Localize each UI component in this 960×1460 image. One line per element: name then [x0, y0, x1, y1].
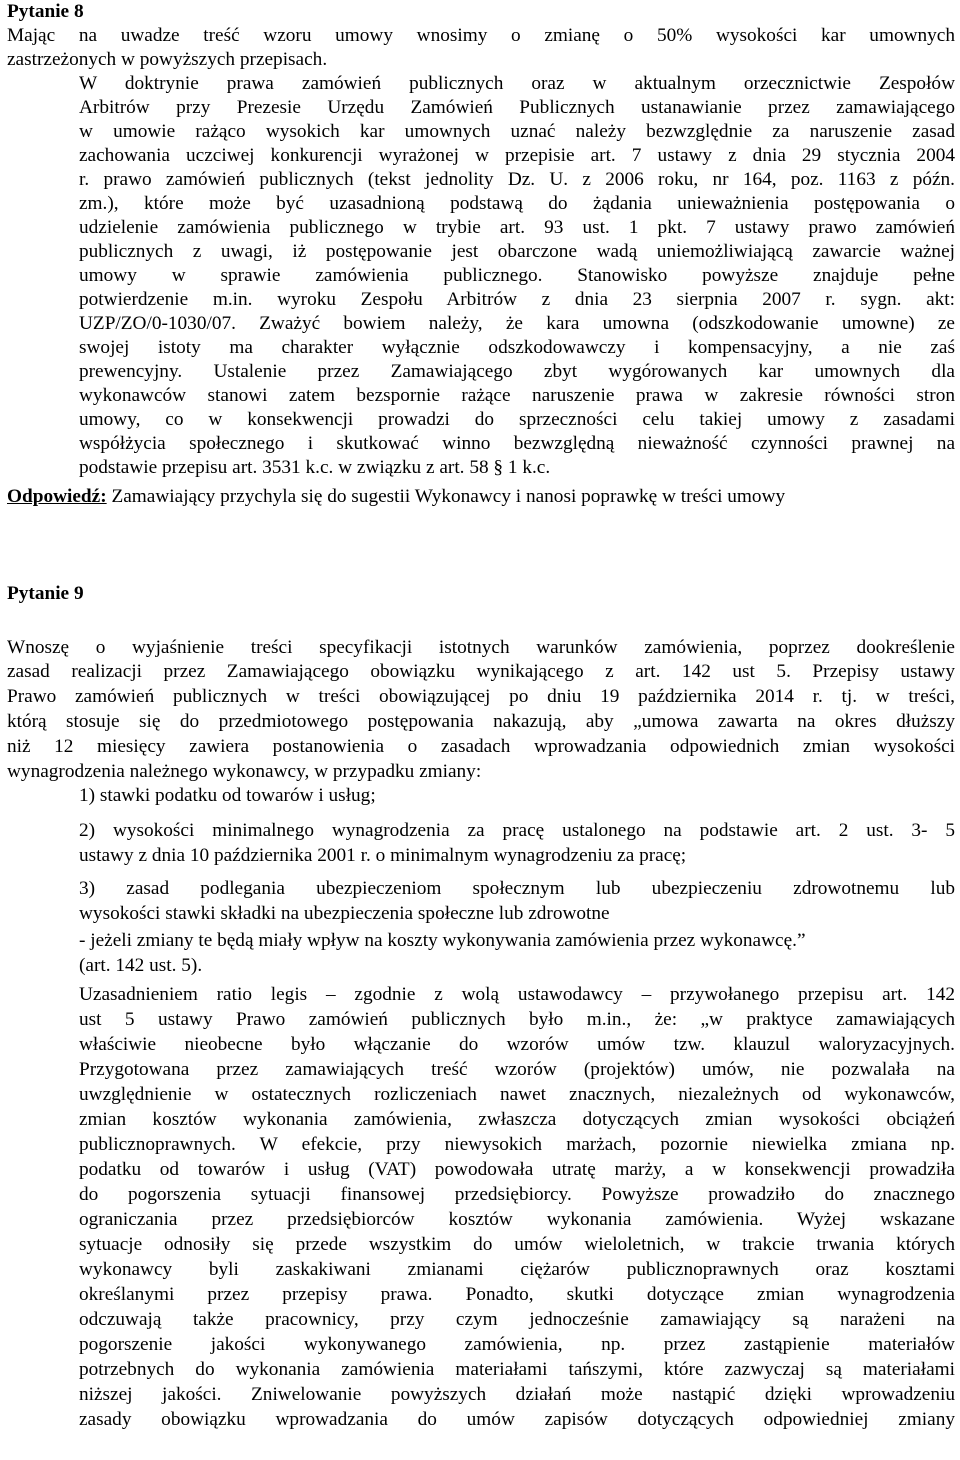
q9-body-line: niższej jakości. Zniwelowanie powyższych działań może nastąpić dzięki wprowadzeniu	[79, 1384, 955, 1405]
q8-justification-line: Arbitrów przy Prezesie Urzędu Zamówień Publicznych ustanawianie przez zamawiającego	[79, 97, 955, 118]
q8-justification-line: podstawie przepisu art. 3531 k.c. w związku z art. 58 § 1 k.c.	[79, 457, 551, 478]
q9-list-item: 3) zasad podlegania ubezpieczeniom społecznym lub ubezpieczeniu zdrowotnemu lub	[79, 878, 955, 899]
q8-justification-line: umowy w sprawie zamówienia publicznego. Stanowisko powyższe znajduje pełne	[79, 265, 955, 286]
q9-list-item: 1) stawki podatku od towarów i usług;	[79, 785, 376, 806]
q8-justification-line: zm.), które może być uzasadnioną podstawą do żądania unieważnienia postępowania o	[79, 193, 955, 214]
question-8-text-line: Mając na uwadze treść wzoru umowy wnosimy o zmianę o 50% wysokości kar umownych	[7, 25, 955, 46]
q9-body-line: zasady obowiązku wprowadzania do umów zapisów dotyczących odpowiedniej zmiany	[79, 1409, 955, 1430]
q9-body-line: odczuwają także pracownicy, przy czym jednocześnie zamawiający są narażeni na	[79, 1309, 955, 1330]
q9-body-line: zmian kosztów wykonania zamówienia, zwłaszcza dotyczących zmian wysokości obciążeń	[79, 1109, 955, 1130]
q8-justification-line: wykonawców stanowi zatem bezspornie rażące naruszenie prawa w zakresie równości stron	[79, 385, 955, 406]
q9-intro-line: zasad realizacji przez Zamawiającego obowiązku wynikającego z art. 142 ust 5. Przepisy ustawy	[7, 661, 955, 682]
q8-justification-line: udzielenie zamówienia publicznego w trybie art. 93 ust. 1 pkt. 7 ustawy prawo zamówień	[79, 217, 955, 238]
q9-body-line: wykonawcy byli zaskakiwani zmianami ciężarów publicznoprawnych oraz kosztami	[79, 1259, 955, 1280]
q9-body-line: właściwie nieobecne było włączanie do wzorów umów tzw. klauzul waloryzacyjnych.	[79, 1034, 955, 1055]
q8-justification-line: UZP/ZO/0-1030/07. Zważyć bowiem należy, że kara umowna (odszkodowanie umowne) ze	[79, 313, 955, 334]
q9-list-item: - jeżeli zmiany te będą miały wpływ na koszty wykonywania zamówienia przez wykonawcę.”	[79, 930, 806, 951]
answer-label: Odpowiedź:	[7, 486, 107, 507]
q9-body-line: ust 5 ustawy Prawo zamówień publicznych było m.in., że: „w praktyce zamawiających	[79, 1009, 955, 1030]
q8-justification-line: publicznych z uwagi, iż postępowanie jest obarczone wadą uniemożliwiającą zawarcie ważnej	[79, 241, 955, 262]
q9-intro-line: Wnoszę o wyjaśnienie treści specyfikacji istotnych warunków zamówienia, poprzez dookreślenie	[7, 637, 955, 658]
q9-body-line: Przygotowana przez zamawiających treść wzorów (projektów) umów, nie pozwalała na	[79, 1059, 955, 1080]
q8-justification-line: r. prawo zamówień publicznych (tekst jednolity Dz. U. z 2006 roku, nr 164, poz. 1163 z późn.	[79, 169, 955, 190]
q9-body-line: pogorszenie jakości wykonywanego zamówienia, np. przez zastąpienie materiałów	[79, 1334, 955, 1355]
q9-body-line: potrzebnych do wykonania zamówienia materiałami tańszymi, które zazwyczaj są materiałami	[79, 1359, 955, 1380]
q9-intro-line: Prawo zamówień publicznych w treści obowiązującej po dniu 19 października 2014 r. tj. w treści,	[7, 686, 955, 707]
question-8-heading: Pytanie 8	[7, 1, 84, 22]
answer-text: Zamawiający przychyla się do sugestii Wykonawcy i nanosi poprawkę w treści umowy	[106, 486, 786, 507]
q9-body-line: uwzględnienie w ostatecznych rozliczeniach nawet znacznych, niezależnych od wykonawców,	[79, 1084, 955, 1105]
q9-list-item: (art. 142 ust. 5).	[79, 955, 203, 976]
q8-justification-line: umowy, co w konsekwencji prowadzi do sprzeczności celu takiej umowy z zasadami	[79, 409, 955, 430]
question-9-heading: Pytanie 9	[7, 583, 84, 604]
q8-justification-line: prewencyjny. Ustalenie przez Zamawiającego zbyt wygórowanych kar umownych dla	[79, 361, 955, 382]
q8-justification-line: zachowania uczciwej konkurencji wyrażonej w przepisie art. 7 ustawy z dnia 29 stycznia 2004	[79, 145, 955, 166]
q8-answer	[7, 485, 955, 509]
q9-body-line: publicznoprawnych. W efekcie, przy niewysokich marżach, pozornie niewielka zmiana np.	[79, 1134, 955, 1155]
q9-intro-line: którą stosuje się do przedmiotowego postępowania nakazują, aby „umowa zawarta na okres dłuższy	[7, 711, 955, 732]
q9-body-line: sytuacje odnosiły się przede wszystkim do umów wieloletnich, w trakcie trwania których	[79, 1234, 955, 1255]
q9-body-line: określanymi przez przepisy prawa. Ponadto, skutki dotyczące zmian wynagrodzenia	[79, 1284, 955, 1305]
q9-intro-line: niż 12 miesięcy zawiera postanowienia o zasadach wprowadzania odpowiednich zmian wysokości	[7, 736, 955, 757]
q9-body-line: do pogorszenia sytuacji finansowej przedsiębiorcy. Powyższe prowadziło do znacznego	[79, 1184, 955, 1205]
q9-list-item: ustawy z dnia 10 października 2001 r. o minimalnym wynagrodzeniu za pracę;	[79, 845, 687, 866]
q9-body-line: Uzasadnieniem ratio legis – zgodnie z wolą ustawodawcy – przywołanego przepisu art. 142	[79, 984, 955, 1005]
q9-body-line: ograniczania przez przedsiębiorców kosztów wykonania zamówienia. Wyżej wskazane	[79, 1209, 955, 1230]
q8-justification-line: potwierdzenie m.in. wyroku Zespołu Arbitrów z dnia 23 sierpnia 2007 r. sygn. akt:	[79, 289, 955, 310]
q8-justification-line: swojej istoty ma charakter wyłącznie odszkodowawczy i kompensacyjny, a nie zaś	[79, 337, 955, 358]
question-8-text-line: zastrzeżonych w powyższych przepisach.	[7, 49, 328, 70]
q8-justification-line: W doktrynie prawa zamówień publicznych oraz w aktualnym orzecznictwie Zespołów	[79, 73, 955, 94]
q8-justification-line: w umowie rażąco wysokich kar umownych uznać należy bezwzględnie za naruszenie zasad	[79, 121, 955, 142]
q9-intro-line: wynagrodzenia należnego wykonawcy, w przypadku zmiany:	[7, 761, 482, 782]
q9-body-line: podatku od towarów i usług (VAT) powodowała utratę marży, a w konsekwencji prowadziła	[79, 1159, 955, 1180]
q8-justification-line: współżycia społecznego i skutkować winno bezwzględną nieważność czynności prawnej na	[79, 433, 955, 454]
q9-list-item: wysokości stawki składki na ubezpieczenia społeczne lub zdrowotne	[79, 903, 610, 924]
q9-list-item: 2) wysokości minimalnego wynagrodzenia za pracę ustalonego na podstawie art. 2 ust. 3- 5	[79, 820, 955, 841]
